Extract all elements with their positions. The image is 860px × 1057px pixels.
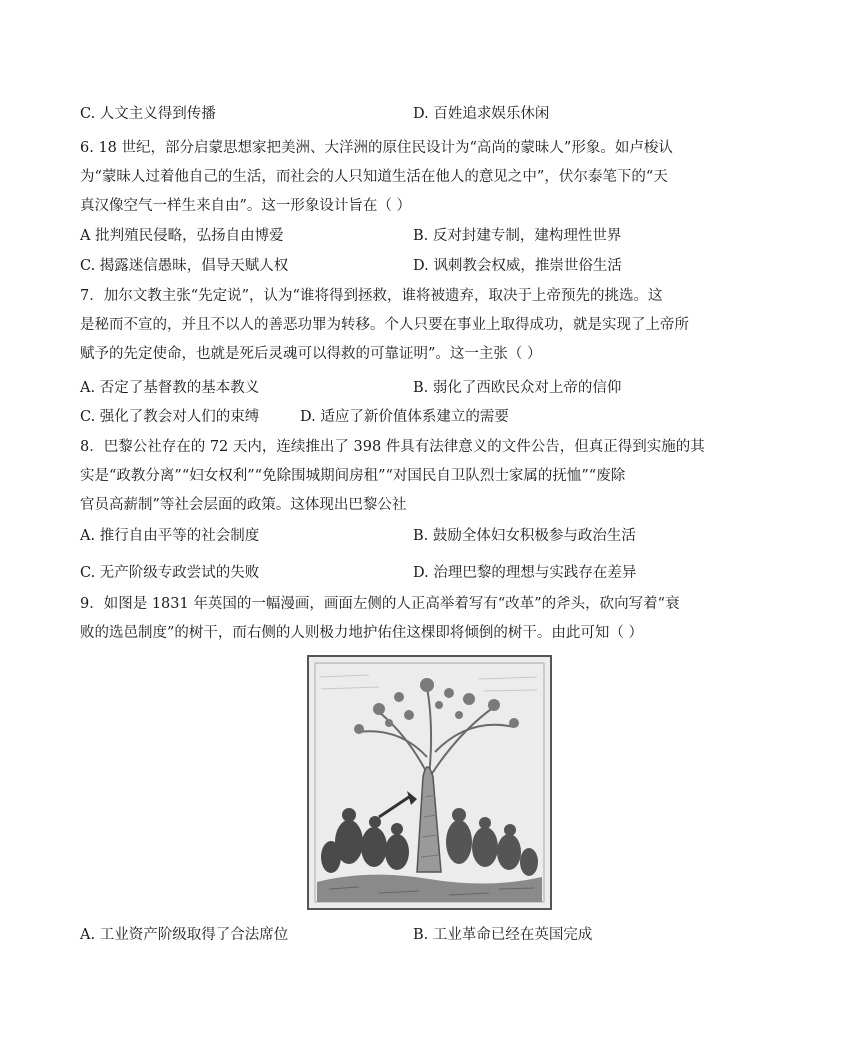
- q5-option-d: D. 百姓追求娱乐休闲: [413, 106, 550, 122]
- q8-option-c: C. 无产阶级专政尝试的失败: [80, 565, 260, 581]
- q7-stem-line-1: 7．加尔文教主张“先定说”，认为“谁将得到拯救，谁将被遗弃，取决于上帝预先的挑选。这: [80, 288, 663, 304]
- q7-option-a: A. 否定了基督教的基本教义: [80, 380, 260, 396]
- q8-option-b: B. 鼓励全体妇女积极参与政治生活: [413, 528, 636, 544]
- q8-stem-line-1: 8．巴黎公社存在的 72 天内，连续推出了 398 件具有法律意义的文件公告，但真正得到实施的其: [80, 439, 705, 455]
- q6-option-c: C. 揭露迷信愚昧，倡导天赋人权: [80, 258, 289, 274]
- q8-stem-line-2: 实是“政教分离”“妇女权利”“免除围城期间房租”“对国民自卫队烈士家属的抚恤”“废除: [80, 468, 626, 484]
- q6-stem-line-1: 6. 18 世纪，部分启蒙思想家把美洲、大洋洲的原住民设计为“高尚的蒙昧人”形象。如卢梭认: [80, 140, 673, 156]
- q8-option-d: D. 治理巴黎的理想与实践存在差异: [413, 565, 637, 581]
- cartoon-illustration: [307, 655, 552, 910]
- cartoon-drawing: [309, 657, 550, 908]
- q9-option-b: B. 工业革命已经在英国完成: [413, 927, 593, 943]
- q7-stem-line-3: 赋予的先定使命，也就是死后灵魂可以得救的可靠证明”。这一主张（ ）: [80, 346, 542, 362]
- q6-stem-line-2: 为“蒙昧人过着他自己的生活，而社会的人只知道生活在他人的意见之中”，伏尔泰笔下的“天: [80, 169, 668, 185]
- q9-stem-line-1: 9．如图是 1831 年英国的一幅漫画，画面左侧的人正高举着写有“改革”的斧头，砍向写着“衰: [80, 596, 680, 612]
- q7-option-c: C. 强化了教会对人们的束缚: [80, 409, 260, 425]
- q6-option-d: D. 讽刺教会权威，推崇世俗生活: [413, 258, 622, 274]
- q6-option-a: A 批判殖民侵略，弘扬自由博爱: [80, 228, 284, 244]
- q7-option-d: D. 适应了新价值体系建立的需要: [300, 409, 509, 425]
- q5-option-c: C. 人文主义得到传播: [80, 106, 216, 122]
- q6-option-b: B. 反对封建专制，建构理性世界: [413, 228, 622, 244]
- q8-stem-line-3: 官员高薪制”等社会层面的政策。这体现出巴黎公社: [80, 497, 407, 513]
- q8-option-a: A. 推行自由平等的社会制度: [80, 528, 260, 544]
- q9-stem-line-2: 败的选邑制度”的树干，而右侧的人则极力地护佑住这棵即将倾倒的树干。由此可知（ ）: [80, 625, 644, 641]
- q7-stem-line-2: 是秘而不宣的，并且不以人的善恶功罪为转移。个人只要在事业上取得成功，就是实现了上帝所: [80, 317, 689, 333]
- q7-option-b: B. 弱化了西欧民众对上帝的信仰: [413, 380, 622, 396]
- q9-option-a: A. 工业资产阶级取得了合法席位: [80, 927, 289, 943]
- q6-stem-line-3: 真汉像空气一样生来自由”。这一形象设计旨在（ ）: [80, 198, 412, 214]
